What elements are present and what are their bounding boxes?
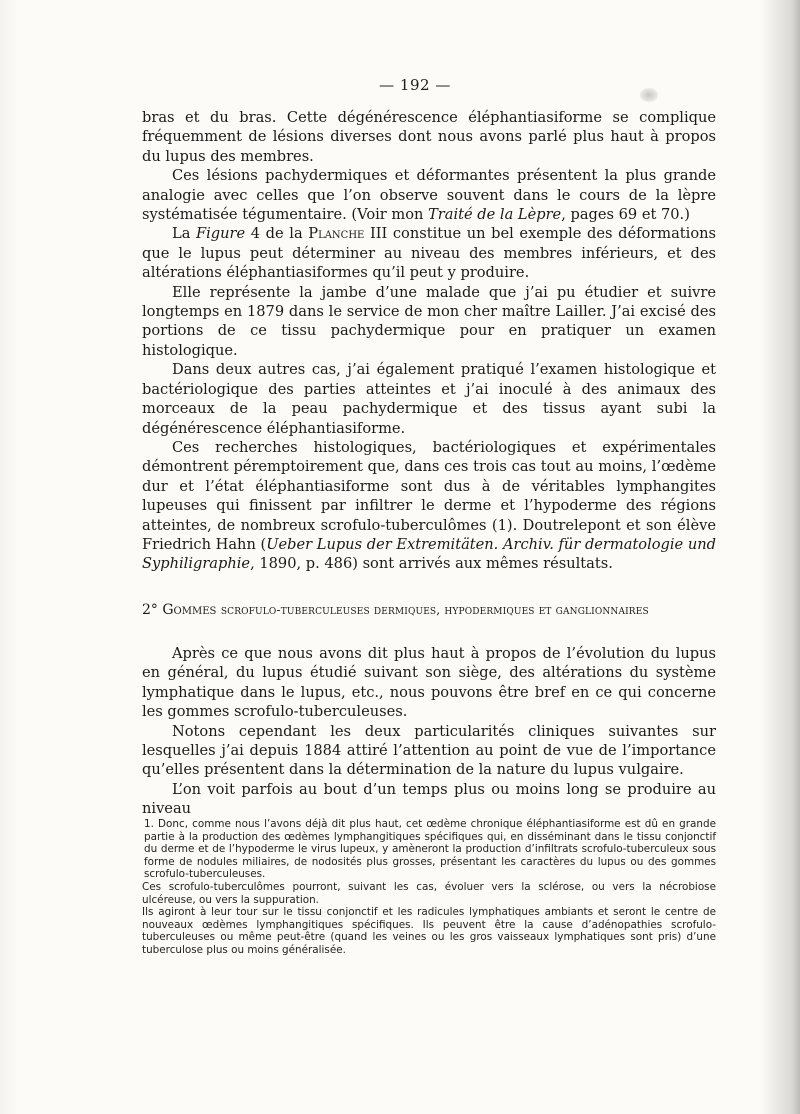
footnote: 1. Donc, comme nous l’avons déjà dit plus haut, cet œdème chronique éléphantiasiforme est dû en grande partie à la production des œdèmes lymphangitiques spécifiques qui, en disséminant dans le tissu conjonctif du derme et de l’hypoderme le virus lupeux, y amèneront la production d’infiltrats scrofulo-tuberculeux sous forme de nodules miliaires, de nodosités plus grosses, présentant les caractères du lupus ou des gommes scrofulo-tuberculeuses.	[144, 818, 716, 881]
paragraph-text: Ces lésions pachydermiques et déformantes présentent la plus grande analogie avec celles que l’on observe souvent dans le cours de la lèpre systématisée tégumentaire. (Voir mon	[142, 167, 716, 224]
plate-ref: Planche	[308, 225, 365, 243]
section-title-rest: scrofulo-tuberculeuses dermiques, hypodermiques et ganglionnaires	[220, 602, 649, 617]
paragraph: Elle représente la jambe d’une malade que j’ai pu étudier et suivre longtemps en 1879 dans le service de mon cher maître Lailler. J’ai excisé des portions de ce tissu pachydermique pour en pratiquer un examen histologique.	[142, 283, 716, 359]
main-text-bottom	[142, 644, 716, 819]
paragraph-text: , 1890, p. 486) sont arrivés aux mêmes résultats.	[250, 555, 613, 573]
page-number: — 192 —	[379, 76, 451, 94]
section-heading	[142, 602, 716, 618]
paragraph	[142, 166, 716, 224]
paragraph-text: 4 de la	[245, 225, 309, 243]
section-title-first: Gommes	[162, 602, 217, 618]
paragraph: Notons cependant les deux particularités cliniques suivantes sur lesquelles j’ai depuis 1884 attiré l’attention au point de vue de l’importance qu’elles présentent dans la détermination de la nature du lupus vulgaire.	[142, 722, 716, 779]
section-number: 2°	[142, 602, 158, 618]
footnotes	[142, 818, 716, 957]
paragraph-text: Ces recherches histologiques, bactériologiques et expérimentales démontrent péremptoirement que, dans ces trois cas tout au moins, l’œdème dur et l’état éléphantiasiforme sont dus à de véritables lymphangites lupeuses qui finissent par infiltrer le derme et l’hypoderme des régions atteintes, de nombreux scrofulo-tuberculômes (1). Doutrelepont et son élève Friedrich Hahn (	[142, 438, 716, 553]
paragraph-text: La	[172, 225, 197, 243]
footnote-continuation: Ces scrofulo-tuberculômes pourront, suivant les cas, évoluer vers la sclérose, ou vers la nécrobiose ulcéreuse, ou vers la suppuration.	[142, 880, 716, 906]
paragraph: Dans deux autres cas, j’ai également pratiqué l’examen histologique et bactériologique des parties atteintes et j’ai inoculé à des animaux des morceaux de la peau pachydermique et des tissus ayant subi la dégénérescence éléphantiasiforme.	[142, 361, 716, 437]
figure-ref: Figure	[196, 225, 246, 243]
paragraph	[142, 438, 716, 574]
main-text-top	[142, 108, 716, 574]
paragraph-text: III constitue un bel exemple des déformations que le lupus peut déterminer au niveau des membres inférieurs, et des altérations éléphantiasiformes qu’il peut y produire.	[142, 225, 717, 282]
footnote-continuation: Ils agiront à leur tour sur le tissu conjonctif et les radicules lymphatiques ambiants et seront le centre de nouveaux œdèmes lymphangitiques spécifiques. Ils peuvent être la cause d’adénopathies scrofulo-tuberculeuses ou même peut-être (quand les veines ou les gros vaisseaux lymphatiques sont pris) d’une tuberculose plus ou moins généralisée.	[142, 906, 716, 956]
paragraph-text: , pages 69 et 70.)	[561, 206, 690, 224]
citation-title: Ueber Lupus der Extremitäten. Archiv. für dermatologie und Syphiligraphie	[142, 535, 716, 573]
paragraph: L’on voit parfois au bout d’un temps plus ou moins long se produire au niveau	[142, 780, 716, 818]
book-title: Traité de la Lèpre	[428, 206, 562, 224]
paragraph: Après ce que nous avons dit plus haut à propos de l’évolution du lupus en général, du lupus étudié suivant son siège, des altérations du système lymphatique dans le lupus, etc., nous pouvons être bref en ce qui concerne les gommes scrofulo-tuberculeuses.	[142, 645, 716, 721]
paragraph	[142, 224, 716, 282]
paragraph: bras et du bras. Cette dégénérescence éléphantiasiforme se complique fréquemment de lésions diverses dont nous avons parlé plus haut à propos du lupus des membres.	[142, 109, 716, 165]
